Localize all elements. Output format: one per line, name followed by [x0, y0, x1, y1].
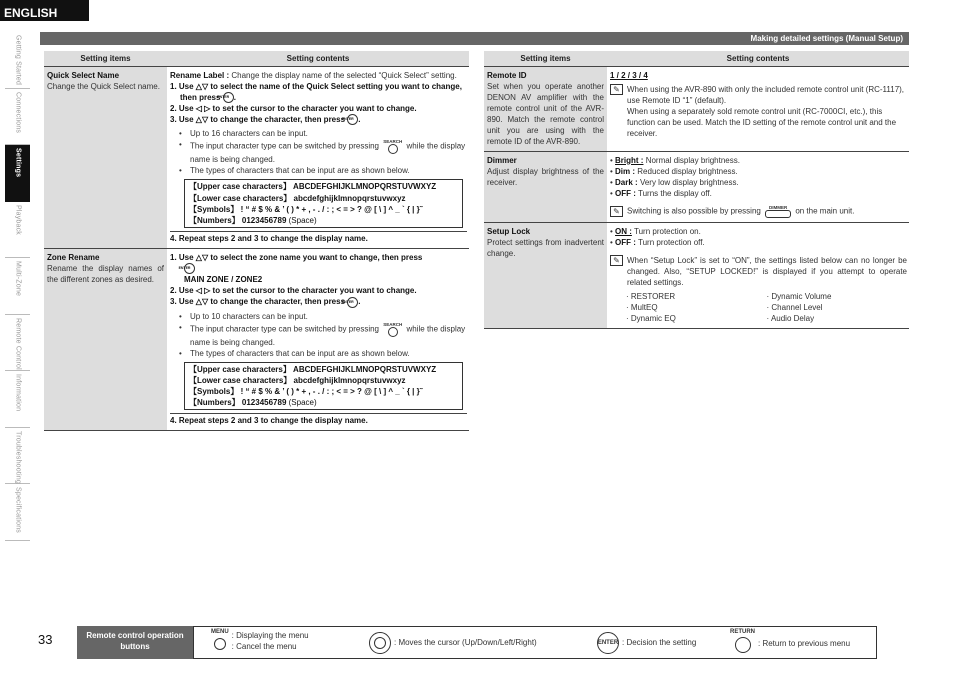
enter-button-icon: ENTER: [597, 632, 619, 654]
note: [610, 205, 907, 218]
option-text: Turn protection off.: [638, 237, 705, 247]
menu-button-icon: [214, 638, 226, 650]
step-1: 1. Use △▽ to select the zone name you want to change, then press: [170, 252, 423, 262]
bullet: • The types of characters that can be input are as shown below.: [170, 165, 467, 176]
legend-return: [730, 629, 850, 653]
option-name: OFF :: [615, 237, 636, 247]
remote-id-item: [484, 66, 607, 151]
charset-lower: 【Lower case characters】 abcdefghijklmnopqrstuvwxyz: [189, 193, 406, 203]
charset-upper: 【Upper case characters】 ABCDEFGHIJKLMNOPQRSTUVWXYZ: [189, 182, 437, 192]
charset-numbers: 【Numbers】 0123456789: [189, 397, 287, 407]
settings-table-left: [44, 51, 469, 431]
charset-upper: 【Upper case characters】 ABCDEFGHIJKLMNOPQRSTUVWXYZ: [189, 364, 437, 374]
return-button-icon: [735, 637, 751, 653]
remote-id-options: 1 / 2 / 3 / 4: [610, 70, 648, 80]
side-nav-multi-zone[interactable]: [5, 258, 30, 315]
item-title: Dimmer: [487, 155, 517, 165]
side-nav-specifications[interactable]: [5, 484, 30, 541]
side-nav-information[interactable]: [5, 371, 30, 428]
side-nav-label: Troubleshooting: [14, 430, 22, 484]
side-nav-label: Specifications: [14, 487, 22, 533]
option-text: Normal display brightness.: [645, 155, 740, 165]
side-nav-settings[interactable]: [5, 145, 30, 202]
footer-legend: [193, 626, 877, 659]
legend-enter: [597, 632, 696, 654]
bullet: • The types of characters that can be input are as shown below.: [170, 348, 467, 359]
side-nav-label: Playback: [14, 204, 22, 235]
step-1: 1. Use △▽ to select the name of the Quick Select setting you want to change, then press: [170, 81, 462, 102]
locked-setting: · MultEQ: [626, 303, 658, 313]
bullet: • Up to 10 characters can be input.: [170, 311, 467, 322]
dimmer-item: [484, 151, 607, 222]
zone-names: MAIN ZONE / ZONE2: [184, 275, 263, 285]
menu-text-2: : Cancel the menu: [231, 642, 297, 652]
bullet: The input character type can be switched by pressing: [190, 142, 379, 152]
dimmer-content: • Bright : Normal display brightness. • Dim : Reduced display brightness. • Dark : Very low display brightness. • OFF : Turns the display off. ✎ Switching is also possible by pressing DIMMER on the main unit.: [607, 151, 909, 222]
col-header-items: Setting items: [484, 51, 607, 66]
col-header-contents: Setting contents: [167, 51, 469, 66]
charset-space: (Space): [288, 397, 317, 407]
side-nav-label: Multi-Zone: [14, 261, 22, 297]
item-desc: Rename the display names of the different zones as desired.: [47, 263, 164, 284]
enter-button-icon: ENTER: [347, 297, 358, 308]
note: [610, 84, 907, 139]
settings-table-right: [484, 51, 909, 329]
legend-cursor: [369, 632, 537, 654]
col-header-items: Setting items: [44, 51, 167, 66]
side-nav-label: Connections: [14, 91, 22, 133]
section-header: Making detailed settings (Manual Setup): [40, 32, 909, 45]
enter-button-icon: ENTER: [184, 263, 195, 274]
search-button-icon: SEARCH: [383, 322, 402, 337]
enter-button-icon: ENTER: [347, 114, 358, 125]
note-pencil-icon: ✎: [610, 255, 623, 266]
locked-setting: · RESTORER: [626, 292, 676, 301]
option-text: Turns the display off.: [638, 188, 712, 198]
menu-text-1: : Displaying the menu: [231, 631, 309, 640]
note-text-2: When using a separately sold remote control unit (RC-7000CI, etc.), this function can be used. Match the ID setting of the remote control unit and the receiver.: [627, 106, 897, 138]
dimmer-button-icon: DIMMER: [765, 205, 791, 218]
bullet: The input character type can be switched by pressing: [190, 324, 379, 334]
charset-box: [184, 179, 463, 227]
note: [610, 255, 907, 288]
menu-button-label: MENU: [211, 629, 229, 635]
option-text: Very low display brightness.: [639, 177, 739, 187]
charset-symbols: 【Symbols】 ! “ # $ % & ’ ( ) * + , - . / : ; < = > ? @ [ \ ] ^ _ ` { | }˜: [189, 204, 423, 214]
item-desc: Protect settings from inadvertent change.: [487, 237, 604, 258]
side-nav-getting-started[interactable]: [5, 32, 30, 89]
note-text-after: on the main unit.: [795, 206, 855, 216]
setup-lock-item: [484, 222, 607, 328]
item-title: Quick Select Name: [47, 70, 120, 80]
enter-text: : Decision the setting: [622, 638, 697, 648]
locked-setting: · Channel Level: [766, 303, 823, 313]
bullet-cont: while the display name is being changed.: [190, 324, 466, 347]
item-title: Setup Lock: [487, 226, 531, 236]
legend-menu: [211, 629, 309, 652]
charset-box: [184, 362, 463, 410]
step-4: 4. Repeat steps 2 and 3 to change the display name.: [170, 231, 467, 244]
step-2: 2. Use ◁ ▷ to set the cursor to the character you want to change.: [170, 103, 417, 113]
locked-settings-list: [610, 291, 907, 324]
locked-setting: · Audio Delay: [766, 314, 815, 324]
item-title: Zone Rename: [47, 252, 100, 262]
item-desc: Set when you operate another DENON AV amplifier with the remote control unit of the AVR-890. Match the remote control unit you are using with the remote ID of the AVR-890.: [487, 81, 604, 146]
footer-label: Remote control operation buttons: [77, 626, 193, 659]
side-nav-label: Getting Started: [14, 35, 22, 86]
rename-desc: Change the display name of the selected “Quick Select” setting.: [231, 70, 457, 80]
option-name: Bright :: [615, 155, 644, 165]
cursor-text: : Moves the cursor (Up/Down/Left/Right): [394, 638, 537, 648]
page-number: 33: [38, 632, 53, 647]
side-nav-playback[interactable]: [5, 202, 30, 259]
enter-button-icon: ENTER: [223, 92, 234, 103]
cursor-pad-icon: [369, 632, 391, 654]
charset-symbols: 【Symbols】 ! “ # $ % & ’ ( ) * + , - . / : ; < = > ? @ [ \ ] ^ _ ` { | }˜: [189, 386, 423, 396]
zone-rename-item: [44, 248, 167, 430]
option-name: OFF :: [615, 188, 636, 198]
option-name: ON :: [615, 226, 632, 236]
locked-setting: · Dynamic Volume: [766, 292, 832, 301]
side-nav-remote-control[interactable]: [5, 315, 30, 372]
remote-id-content: [607, 66, 909, 151]
quick-select-item: [44, 66, 167, 248]
note-pencil-icon: ✎: [610, 206, 623, 217]
charset-lower: 【Lower case characters】 abcdefghijklmnopqrstuvwxyz: [189, 375, 406, 385]
option-text: Turn protection on.: [634, 226, 701, 236]
note-text: When using the AVR-890 with only the included remote control unit (RC-1117), use Remote ID “1” (default).: [627, 84, 905, 105]
side-nav-label: Settings: [14, 148, 22, 178]
locked-setting: · Dynamic EQ: [626, 314, 676, 324]
note-text: Switching is also possible by pressing: [627, 206, 761, 216]
setup-lock-content: • ON : Turn protection on. • OFF : Turn protection off. ✎ When “Setup Lock” is set to “ON”, the settings listed below can no longer be changed. Also, “SETUP LOCKED!” is displayed if you attempt to operate related settings. · RESTORER · Dynamic Volume · MultEQ · Channel Level · Dynamic EQ · Audio Delay: [607, 222, 909, 328]
zone-rename-content: 1. Use △▽ to select the zone name you want to change, then press ENTER MAIN ZONE / ZONE2 2. Use ◁ ▷ to set the cursor to the character you want to change. 3. Use △▽ to change the character, then press ENTER . • Up to 10 characters can be input. • The input character type can be switched by pressing SEARCH while the display name is being changed. • The types of characters that can be input are as shown below. 【Upper case characters】 ABCDEFGHIJKLMNOPQRSTUVWXYZ 【Lower case characters】 abcdefghijklmnopqrstuvwxyz 【Symbols】 ! “ # $ % & ’ ( ) * + , - . / : ; < = > ? @ [ \ ] ^ _ ` { | }˜ 【Numbers】 0123456789 (Space) 4. Repeat steps 2 and 3 to change the display name.: [167, 248, 469, 430]
option-name: Dim :: [615, 166, 636, 176]
item-desc: Adjust display brightness of the receiver.: [487, 166, 604, 187]
item-desc: Change the Quick Select name.: [47, 81, 160, 91]
bullet: • Up to 16 characters can be input.: [170, 128, 467, 139]
side-nav-label: Information: [14, 374, 22, 412]
bullet-cont: while the display name is being changed.: [190, 142, 466, 165]
step-4: 4. Repeat steps 2 and 3 to change the display name.: [170, 413, 467, 426]
step-3: 3. Use △▽ to change the character, then press: [170, 297, 346, 307]
charset-space: (Space): [288, 215, 317, 225]
return-text: : Return to previous menu: [758, 639, 851, 649]
side-nav-label: Remote Control: [14, 317, 22, 370]
step-2: 2. Use ◁ ▷ to set the cursor to the character you want to change.: [170, 286, 417, 296]
search-button-icon: SEARCH: [383, 139, 402, 154]
rename-label: Rename Label :: [170, 70, 230, 80]
side-nav-troubleshooting[interactable]: [5, 428, 30, 485]
side-nav-connections[interactable]: [5, 89, 30, 146]
note-pencil-icon: ✎: [610, 84, 623, 95]
step-3: 3. Use △▽ to change the character, then press: [170, 114, 346, 124]
side-nav: [5, 32, 30, 541]
language-tab: ENGLISH: [0, 0, 89, 21]
col-header-contents: Setting contents: [607, 51, 909, 66]
option-text: Reduced display brightness.: [637, 166, 738, 176]
option-name: Dark :: [615, 177, 638, 187]
note-text: When “Setup Lock” is set to “ON”, the settings listed below can no longer be changed. Also, “SETUP LOCKED!” is displayed if you attempt to operate related settings.: [627, 255, 907, 287]
return-button-label: RETURN: [730, 629, 755, 635]
quick-select-content: Rename Label : Change the display name of the selected “Quick Select” setting. 1. Use △▽ to select the name of the Quick Select setting you want to change, then press ENTER . 2. Use ◁ ▷ to set the cursor to the character you want to change. 3. Use △▽ to change the character, then press ENTER . • Up to 16 characters can be input. • The input character type can be switched by pressing SEARCH while the display name is being changed. • The types of characters that can be input are as shown below. 【Upper case characters】 ABCDEFGHIJKLMNOPQRSTUVWXYZ 【Lower case characters】 abcdefghijklmnopqrstuvwxyz 【Symbols】 ! “ # $ % & ’ ( ) * + , - . / : ; < = > ? @ [ \ ] ^ _ ` { | }˜ 【Numbers】 0123456789 (Space) 4. Repeat steps 2 and 3 to change the display name.: [167, 66, 469, 248]
item-title: Remote ID: [487, 70, 527, 80]
charset-numbers: 【Numbers】 0123456789: [189, 215, 287, 225]
